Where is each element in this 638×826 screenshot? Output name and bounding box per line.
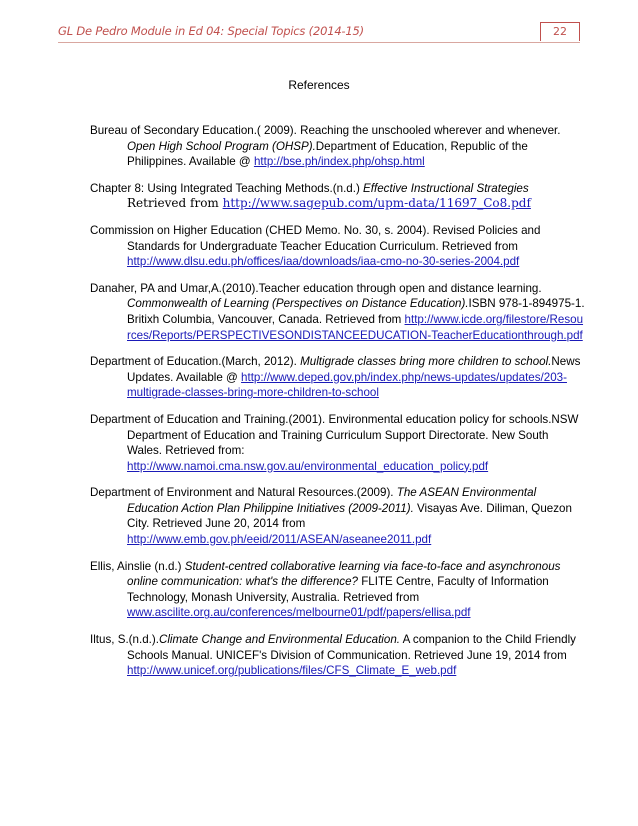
page-header: [58, 22, 580, 43]
reference-item: Department of Education.(March, 2012). Multigrade classes bring more children to school.News Updates. Available @ http://www.deped.gov.ph/index.php/news-updates/updates/203-multigrade-classes-bring-more-children-to-school: [90, 355, 581, 400]
reference-link[interactable]: http://www.sagepub.com/upm-data/11697_Co8.pdf: [222, 196, 531, 211]
reference-item: Iltus, S.(n.d.).Climate Change and Environmental Education. A companion to the Child Friendly Schools Manual. UNICEF's Division of Communication. Retrieved June 19, 2014 from http://www.unicef.org/publications/files/CFS_Climate_E_web.pdf: [90, 633, 576, 678]
reference-item: Bureau of Secondary Education.( 2009). Reaching the unschooled wherever and whenever. Open High School Program (OHSP).Department of Education, Republic of the Philippines. Available @ http://bse.ph/index.php/ohsp.html: [90, 124, 561, 169]
reference-link[interactable]: http://www.icde.org/filestore/Resources/Reports/PERSPECTIVESONDISTANCEEDUCATION-TeacherEducationthrough.pdf: [127, 312, 584, 342]
page-title: References: [288, 78, 350, 92]
reference-item: Commission on Higher Education (CHED Memo. No. 30, s. 2004). Revised Policies and Standards for Undergraduate Teacher Education Curriculum. Retrieved from http://www.dlsu.edu.ph/offices/iaa/downloads/iaa-cmo-no-30-series-2004.pdf: [90, 223, 541, 269]
reference-item: Chapter 8: Using Integrated Teaching Methods.(n.d.) Effective Instructional Strategies Retrieved from http://www.sagepub.com/upm-data/11697_Co8.pdf: [90, 181, 531, 211]
reference-item: Department of Education and Training.(2001). Environmental education policy for schools.NSW Department of Education and Training Curriculum Support Directorate. New South Wales. Retrieved from: http://www.namoi.cma.nsw.gov.au/environmental_education_policy.pdf: [90, 412, 579, 473]
reference-link[interactable]: www.ascilite.org.au/conferences/melbourne01/pdf/papers/ellisa.pdf: [127, 606, 471, 620]
reference-link[interactable]: http://www.namoi.cma.nsw.gov.au/environmental_education_policy.pdf: [127, 459, 489, 473]
reference-list: [90, 123, 585, 690]
reference-item: Department of Environment and Natural Resources.(2009). The ASEAN Environmental Education Action Plan Philippine Initiatives (2009-2011). Visayas Ave. Diliman, Quezon City. Retrieved June 20, 2014 from http://www.emb.gov.ph/eeid/2011/ASEAN/aseanee2011.pdf: [90, 486, 572, 547]
reference-link[interactable]: http://bse.ph/index.php/ohsp.html: [253, 155, 425, 169]
header-text: GL De Pedro Module in Ed 04: Special Topics (2014-15): [58, 24, 364, 38]
reference-link[interactable]: http://www.dlsu.edu.ph/offices/iaa/downloads/iaa-cmo-no-30-series-2004.pdf: [127, 255, 520, 269]
reference-item: Danaher, PA and Umar,A.(2010).Teacher education through open and distance learning. Commonwealth of Learning (Perspectives on Distance Education).ISBN 978-1-894975-1. Britixh Columbia, Vancouver, Canada. Retrieved from http://www.icde.org/filestore/Resources/Reports/PERSPECTIVESONDISTANCEEDUCATION-TeacherEducationthrough.pdf: [90, 281, 585, 342]
page-number: 22: [540, 22, 580, 41]
reference-link[interactable]: http://www.unicef.org/publications/files/CFS_Climate_E_web.pdf: [127, 664, 457, 678]
reference-link[interactable]: http://www.emb.gov.ph/eeid/2011/ASEAN/aseanee2011.pdf: [127, 533, 432, 547]
reference-item: Ellis, Ainslie (n.d.) Student-centred collaborative learning via face-to-face and asynchronous online communication: what's the difference? FLITE Centre, Faculty of Information Technology, Monash University, Australia. Retrieved from www.ascilite.org.au/conferences/melbourne01/pdf/papers/ellisa.pdf: [90, 559, 561, 620]
reference-link[interactable]: http://www.deped.gov.ph/index.php/news-updates/updates/203-multigrade-classes-bring-more-children-to-school: [127, 370, 567, 400]
